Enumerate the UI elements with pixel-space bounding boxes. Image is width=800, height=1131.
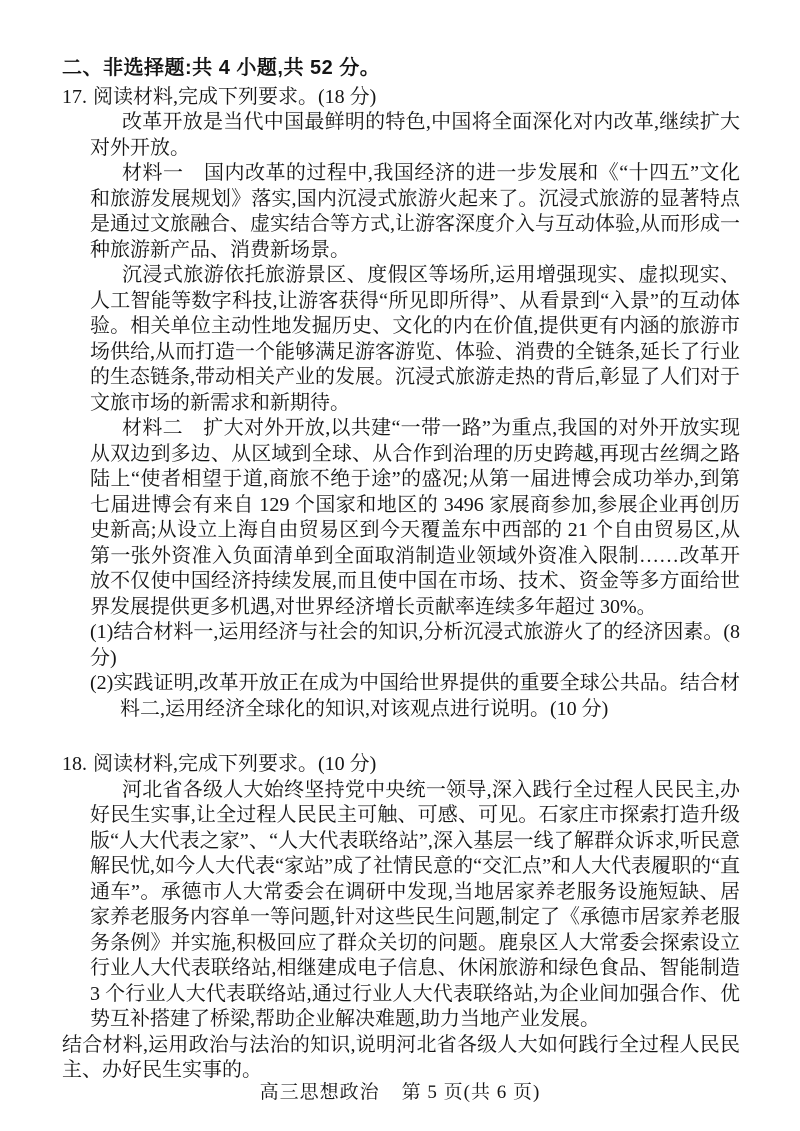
q17-sub-question-2: (2)实践证明,改革开放正在成为中国给世界提供的重要全球公共品。结合材料二,运用经济全球化的知识,对该观点进行说明。(10 分) <box>90 672 740 720</box>
q17-material-1: 材料一 国内改革的过程中,我国经济的进一步发展和《“十四五”文化和旅游发展规划》落实,国内沉浸式旅游火起来了。沉浸式旅游的显著特点是通过文旅融合、虚实结合等方式,让游客深度介入与互动体验,从而形成一种旅游新产品、消费新场景。 <box>90 162 740 261</box>
question-17-heading <box>62 85 740 111</box>
q18-material: 河北省各级人大始终坚持党中央统一领导,深入践行全过程人民民主,办好民生实事,让全过程人民民主可触、可感、可见。石家庄市探索打造升级版“人大代表之家”、“人大代表联络站”,深入基层一线了解群众诉求,听民意解民忧,如今人大代表“家站”成了社情民意的“交汇点”和人大代表履职的“直通车”。承德市人大常委会在调研中发现,当地居家养老服务设施短缺、居家养老服务内容单一等问题,针对这些民生问题,制定了《承德市居家养老服务条例》并实施,积极回应了群众关切的问题。鹿泉区人大常委会探索设立行业人大代表联络站,相继建成电子信息、休闲旅游和绿色食品、智能制造 3 个行业人大代表联络站,通过行业人大代表联络站,为企业间加强合作、优势互补搭建了桥梁,帮助企业解决难题,助力当地产业发展。 <box>90 778 740 1030</box>
q17-paragraph-opening: 改革开放是当代中国最鲜明的特色,中国将全面深化对内改革,继续扩大对外开放。 <box>90 111 740 159</box>
q17-sub-question-1: (1)结合材料一,运用经济与社会的知识,分析沉浸式旅游火了的经济因素。(8 分) <box>90 621 740 669</box>
question-18-intro: 阅读材料,完成下列要求。(10 分) <box>93 753 377 775</box>
question-18 <box>62 752 740 1084</box>
page-footer <box>0 1080 800 1106</box>
q17-material-2: 材料二 扩大对外开放,以共建“一带一路”为重点,我国的对外开放实现从双边到多边、从区域到全球、从合作到治理的历史跨越,再现古丝绸之路陆上“使者相望于道,商旅不绝于途”的盛况;从第一届进博会成功举办,到第七届进博会有来自 129 个国家和地区的 3496 家展商参加,参展企业再创历史新高;从设立上海自由贸易区到今天覆盖东中西部的 21 个自由贸易区,从第一张外资准入负面清单到全面取消制造业领域外资准入限制……改革开放不仅使中国经济持续发展,而且使中国在市场、技术、资金等多方面给世界发展提供更多机遇,对世界经济增长贡献率连续多年超过 30%。 <box>90 417 740 618</box>
question-17 <box>62 85 740 723</box>
question-17-number: 17. <box>62 85 87 108</box>
q17-material-1-continued: 沉浸式旅游依托旅游景区、度假区等场所,运用增强现实、虚拟现实、人工智能等数字科技,让游客获得“所见即所得”、从看景到“入景”的互动体验。相关单位主动性地发掘历史、文化的内在价值,提供更有内涵的旅游市场供给,从而打造一个能够满足游客游览、体验、消费的全链条,延长了行业的生态链条,带动相关产业的发展。沉浸式旅游走热的背后,彰显了人们对于文旅市场的新需求和新期待。 <box>90 264 740 414</box>
q18-requirement: 结合材料,运用政治与法治的知识,说明河北省各级人大如何践行全过程人民民主、办好民生实事的。 <box>62 1033 740 1081</box>
question-18-heading <box>62 752 740 778</box>
section-header: 二、非选择题:共 4 小题,共 52 分。 <box>62 57 381 79</box>
question-17-intro: 阅读材料,完成下列要求。(18 分) <box>93 85 377 108</box>
footer-page-number: 第 5 页(共 6 页) <box>401 1081 541 1103</box>
footer-subject: 高三思想政治 <box>259 1081 380 1103</box>
question-18-number: 18. <box>62 753 87 775</box>
